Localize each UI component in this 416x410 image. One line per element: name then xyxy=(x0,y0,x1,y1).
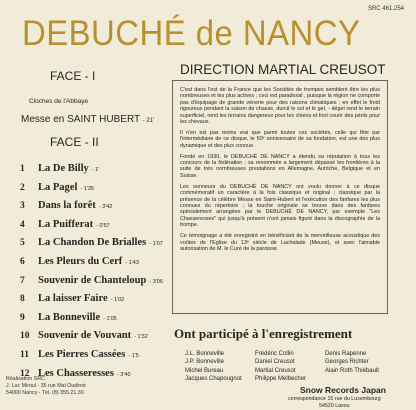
liner-notes-box xyxy=(172,80,388,314)
distributor-address xyxy=(288,396,381,409)
track-duration: - 1' xyxy=(91,167,100,173)
track-number: 8 xyxy=(20,294,25,305)
track-duration: - 1'05 xyxy=(103,315,117,322)
credit-name: J.L. Bonneville xyxy=(185,351,225,357)
track-number: 9 xyxy=(20,312,25,323)
credit-name: J.P. Bonneville xyxy=(185,359,224,366)
track-number: 12 xyxy=(20,368,30,379)
track-item xyxy=(20,288,170,307)
track-name: Les Pierres Cassées xyxy=(38,348,126,360)
track-number: 4 xyxy=(20,219,25,230)
liner-notes-paragraph: Il n'en est pas moins vrai que parmi toutes ces sociétés, celle qui fête par l'intermédiaire de ce disque, le 50ᵉ anniversaire de sa fondation, est une des plus dynamique et des plus connue. xyxy=(180,129,380,149)
credit-name: Daniel Creusot xyxy=(255,359,295,366)
face-1-label: FACE - I xyxy=(50,69,96,83)
track-name: Les Chasseresses xyxy=(38,367,114,379)
track-name: La Pagel xyxy=(38,181,78,193)
credit-name xyxy=(325,375,395,383)
direction-heading: DIRECTION MARTIAL CREUSOT xyxy=(180,62,386,77)
track-name: Souvenir de Vouvant xyxy=(38,330,132,342)
track-name: Les Pleurs du Cerf xyxy=(38,255,123,267)
track-name: La De Billy xyxy=(38,163,89,174)
credit-name: Martial Creusot xyxy=(255,367,296,374)
track-duration: - 1'07 xyxy=(149,241,163,248)
track-number: 1 xyxy=(20,164,25,174)
liner-notes-paragraph: Ce témoignage a été enregistré en bénéficiant de la merveilleuse acoustique des voûtes de l'Eglise du 13ᵉ siècle de Lachalade (Meuse), et avec l'aimable autorisation de M. le Curé de la paroisse. xyxy=(180,233,380,252)
track-duration: - 3'06 xyxy=(149,278,163,285)
liner-notes-paragraph: Fondé en 1930, le DEBUCHÉ DE NANCY a étendu sa réputation à tous les concours de la fédération ; sa renommée a largement dépassé les frontières à la suite de très nombreuses prestations en Allemagne, Autriche, Belgique et en Suisse. xyxy=(180,153,380,179)
credit-name: Jacques Chapougnot xyxy=(185,376,242,383)
track-duration: - 1'35 xyxy=(80,185,94,192)
track-item xyxy=(20,344,170,363)
track-number: 6 xyxy=(20,256,25,267)
track-item xyxy=(20,251,170,270)
face-1-line-messe xyxy=(21,114,154,125)
face-1-line-cloches: Cloches de l'Abbaye xyxy=(29,98,89,105)
credit-name: Alain Roth Thiébault xyxy=(325,367,379,374)
track-duration: - 1'02 xyxy=(110,297,125,304)
face-1-messe-title: Messe en SAINT HUBERT xyxy=(21,114,140,125)
face-1-messe-duration: - 21' xyxy=(142,118,155,124)
credit-name: Michel Bureau xyxy=(185,367,224,374)
catalog-number: SRC 461,254 xyxy=(367,6,404,12)
track-name: Souvenir de Chanteloup xyxy=(38,274,147,286)
track-item xyxy=(20,177,170,196)
track-item xyxy=(20,307,170,326)
album-title: DEBUCHÉ de NANCY xyxy=(22,14,361,53)
track-name: Dans la forêt xyxy=(38,200,96,212)
track-duration: - 1'5 xyxy=(128,352,139,359)
track-item xyxy=(20,195,170,214)
track-item xyxy=(20,158,170,177)
credit-name: Denis Rapenne xyxy=(325,351,367,357)
distributor-address-line: correspondance 15 rue du Luxembourg xyxy=(288,396,381,402)
track-duration: - 0'57 xyxy=(96,222,110,229)
credit-name: Philippe Melbecher xyxy=(255,376,307,383)
track-duration: - 3'40 xyxy=(116,371,131,378)
credits-heading: Ont participé à l'enregistrement xyxy=(174,326,353,341)
track-list xyxy=(20,158,170,381)
track-number: 11 xyxy=(20,349,29,360)
distributor-name: Snow Records Japan xyxy=(300,385,386,395)
track-item xyxy=(20,232,170,251)
distributor-address-line: 54520 Laxou xyxy=(319,402,350,409)
track-item xyxy=(20,325,170,344)
liner-notes-paragraph: C'est dans l'est de la France que les Sociétés de trompes semblent être les plus nombreuses et les plus actives ; ceci est paradoxal , puisque la région ne comporte pas d'équipage de grande vénerie pour des raisons climatiques ; en effet le froid rigoureux pendant la saison de chasse, durcit le sol et le gel, - dégel rend le terrain superficiel, rend les terrains dangereux pour les chiens et font courir des périls pour les chevaux. xyxy=(180,87,380,126)
track-number: 7 xyxy=(20,275,25,286)
credit-name: Georges Richter xyxy=(325,359,369,366)
face-2-label: FACE - II xyxy=(50,135,99,149)
production-line: Réalisation SRC xyxy=(6,376,45,382)
production-line: 54000 Nancy - Tél. (8) 355.21.30 xyxy=(6,390,84,396)
track-duration: - 1'32 xyxy=(134,334,148,341)
credits-grid xyxy=(185,350,395,384)
track-name: La Puifferat xyxy=(38,218,94,230)
track-item xyxy=(20,270,170,289)
production-line: J. Luc Miroul - 35 rue Mal Oudinot xyxy=(6,383,86,389)
track-name: La Chandon De Brialles xyxy=(38,237,147,249)
track-item xyxy=(20,214,170,233)
track-name: La Bonneville xyxy=(38,311,101,323)
production-credit xyxy=(6,376,86,397)
credit-name: Frédéric Collin xyxy=(255,351,294,357)
track-duration: - 1'43 xyxy=(125,259,139,266)
track-number: 10 xyxy=(20,331,30,342)
liner-notes-paragraph: Les sonneurs du DEBUCHÉ DE NANCY ont voulu donner à ce disque commémoratif un caractère à la fois classique et original ; classique par la présence de la célèbre Messe en Saint-Hubert et l'exécution des fanfares les plus connues du répertoire ; la touche originale se trouve dans des fanfares spécialement arrangées par le DEBUCHÉ DE NANCY, par exemple "Les Chasseresses" qui jusqu'à présent n'ont jamais figuré dans la discographie de la trompe. xyxy=(180,183,380,229)
track-name: La laisser Faire xyxy=(38,293,108,305)
track-duration: - 3'42 xyxy=(98,204,113,211)
track-number: 3 xyxy=(20,201,25,212)
track-number: 2 xyxy=(20,182,25,193)
track-number: 5 xyxy=(20,238,25,249)
